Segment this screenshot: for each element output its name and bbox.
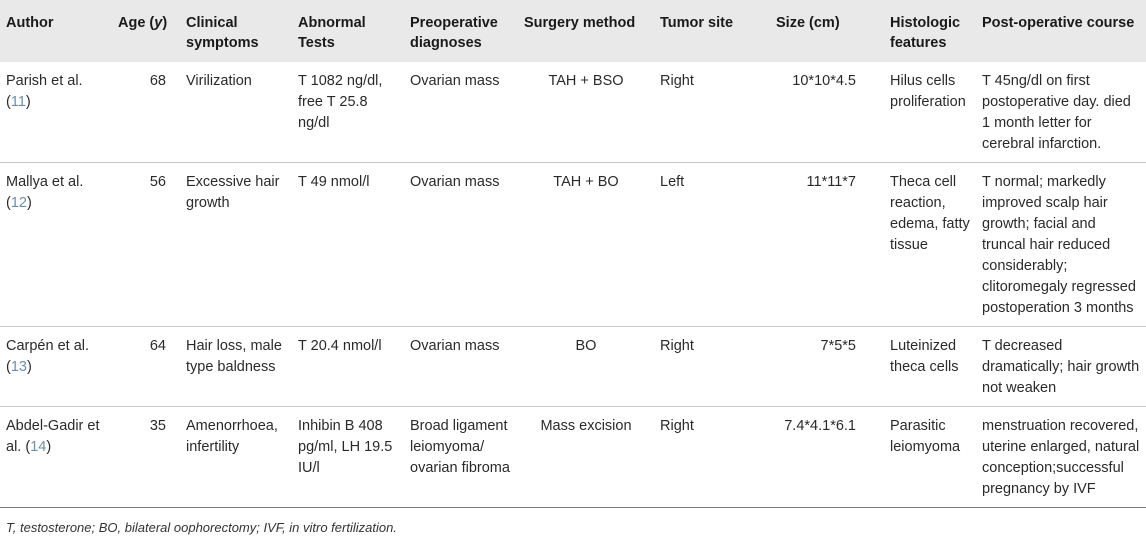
header-surgery-method: Surgery method — [524, 15, 636, 31]
cell-author: Mallya et al. (12) — [6, 174, 84, 211]
cell-symptoms: Virilization — [186, 73, 252, 89]
cell-diagnosis: Broad ligament leiomyoma/ ovarian fibroma — [410, 418, 510, 476]
author-name: Abdel-Gadir et al. — [6, 418, 100, 455]
cell-course: T decreased dramatically; hair growth not weaken — [982, 338, 1140, 396]
cell-diagnosis: Ovarian mass — [410, 73, 500, 89]
header-size: Size (cm) — [776, 15, 840, 31]
header-abnormal-tests: Abnormal Tests — [298, 15, 366, 51]
cell-tests: Inhibin B 408 pg/ml, LH 19.5 IU/l — [298, 418, 393, 476]
reference-link[interactable]: 13 — [10, 359, 27, 375]
reference-link[interactable]: 11 — [10, 94, 26, 110]
cell-histology: Hilus cells proliferation — [890, 73, 966, 110]
table-row — [0, 163, 1146, 327]
cell-symptoms: Amenorrhoea, infertility — [186, 418, 278, 455]
cell-site: Right — [660, 338, 694, 354]
cell-surgery: BO — [575, 338, 597, 354]
cell-age: 64 — [149, 338, 166, 354]
cell-symptoms: Hair loss, male type baldness — [186, 338, 282, 375]
header-preoperative-diagnoses: Preoperative diagnoses — [410, 15, 498, 51]
table-row — [0, 62, 1146, 163]
cell-author: Carpén et al. (13) — [6, 338, 90, 375]
reference-link[interactable]: 12 — [10, 195, 27, 211]
cell-course: T 45ng/dl on first postoperative day. died 1 month letter for cerebral infarction. — [982, 73, 1131, 152]
cell-symptoms: Excessive hair growth — [186, 174, 280, 211]
cell-surgery: TAH + BSO — [548, 73, 624, 89]
header-histologic-features: Histologic features — [890, 15, 961, 51]
cell-age: 56 — [149, 174, 166, 190]
cell-surgery: TAH + BO — [553, 174, 619, 190]
table-row — [0, 327, 1146, 407]
cell-site: Right — [660, 418, 694, 434]
cell-histology: Parasitic leiomyoma — [890, 418, 961, 455]
cell-histology: Theca cell reaction, edema, fatty tissue — [890, 174, 970, 253]
cell-size: 10*10*4.5 — [792, 73, 856, 89]
cell-size: 7*5*5 — [820, 338, 856, 354]
cell-size: 11*11*7 — [806, 174, 856, 190]
cell-course: T normal; markedly improved scalp hair growth; facial and truncal hair reduced considerably; clitoromegaly regressed postoperation 3 months — [982, 174, 1136, 316]
reference-link[interactable]: 14 — [30, 439, 47, 455]
cell-diagnosis: Ovarian mass — [410, 338, 500, 354]
cell-course: menstruation recovered, uterine enlarged, natural conception;successful pregnancy by IVF — [982, 418, 1140, 497]
cell-diagnosis: Ovarian mass — [410, 174, 500, 190]
cell-histology: Luteinized theca cells — [890, 338, 959, 375]
header-author: Author — [6, 15, 54, 31]
header-clinical-symptoms: Clinical symptoms — [186, 15, 259, 51]
author-name: Mallya et al. — [6, 174, 84, 190]
header-age: Age (y) — [118, 15, 168, 31]
cell-site: Right — [660, 73, 694, 89]
cell-author: Abdel-Gadir et al. (14) — [6, 418, 100, 455]
cell-age: 68 — [149, 73, 166, 89]
cell-surgery: Mass excision — [540, 418, 632, 434]
author-name: Carpén et al. — [6, 338, 90, 354]
table-footnote: T, testosterone; BO, bilateral oophorectomy; IVF, in vitro fertilization. — [6, 520, 397, 535]
cell-tests: T 1082 ng/dl, free T 25.8 ng/dl — [298, 73, 383, 131]
header-tumor-site: Tumor site — [660, 15, 734, 31]
cell-tests: T 20.4 nmol/l — [298, 338, 382, 354]
table-row — [0, 407, 1146, 508]
table-header-row — [0, 0, 1146, 62]
cell-tests: T 49 nmol/l — [298, 174, 370, 190]
author-name: Parish et al. — [6, 73, 83, 89]
cell-site: Left — [660, 174, 685, 190]
header-post-operative-course: Post-operative course — [982, 15, 1135, 31]
cell-size: 7.4*4.1*6.1 — [784, 418, 856, 434]
cell-age: 35 — [149, 418, 166, 434]
cell-author: Parish et al. (11) — [6, 73, 83, 110]
